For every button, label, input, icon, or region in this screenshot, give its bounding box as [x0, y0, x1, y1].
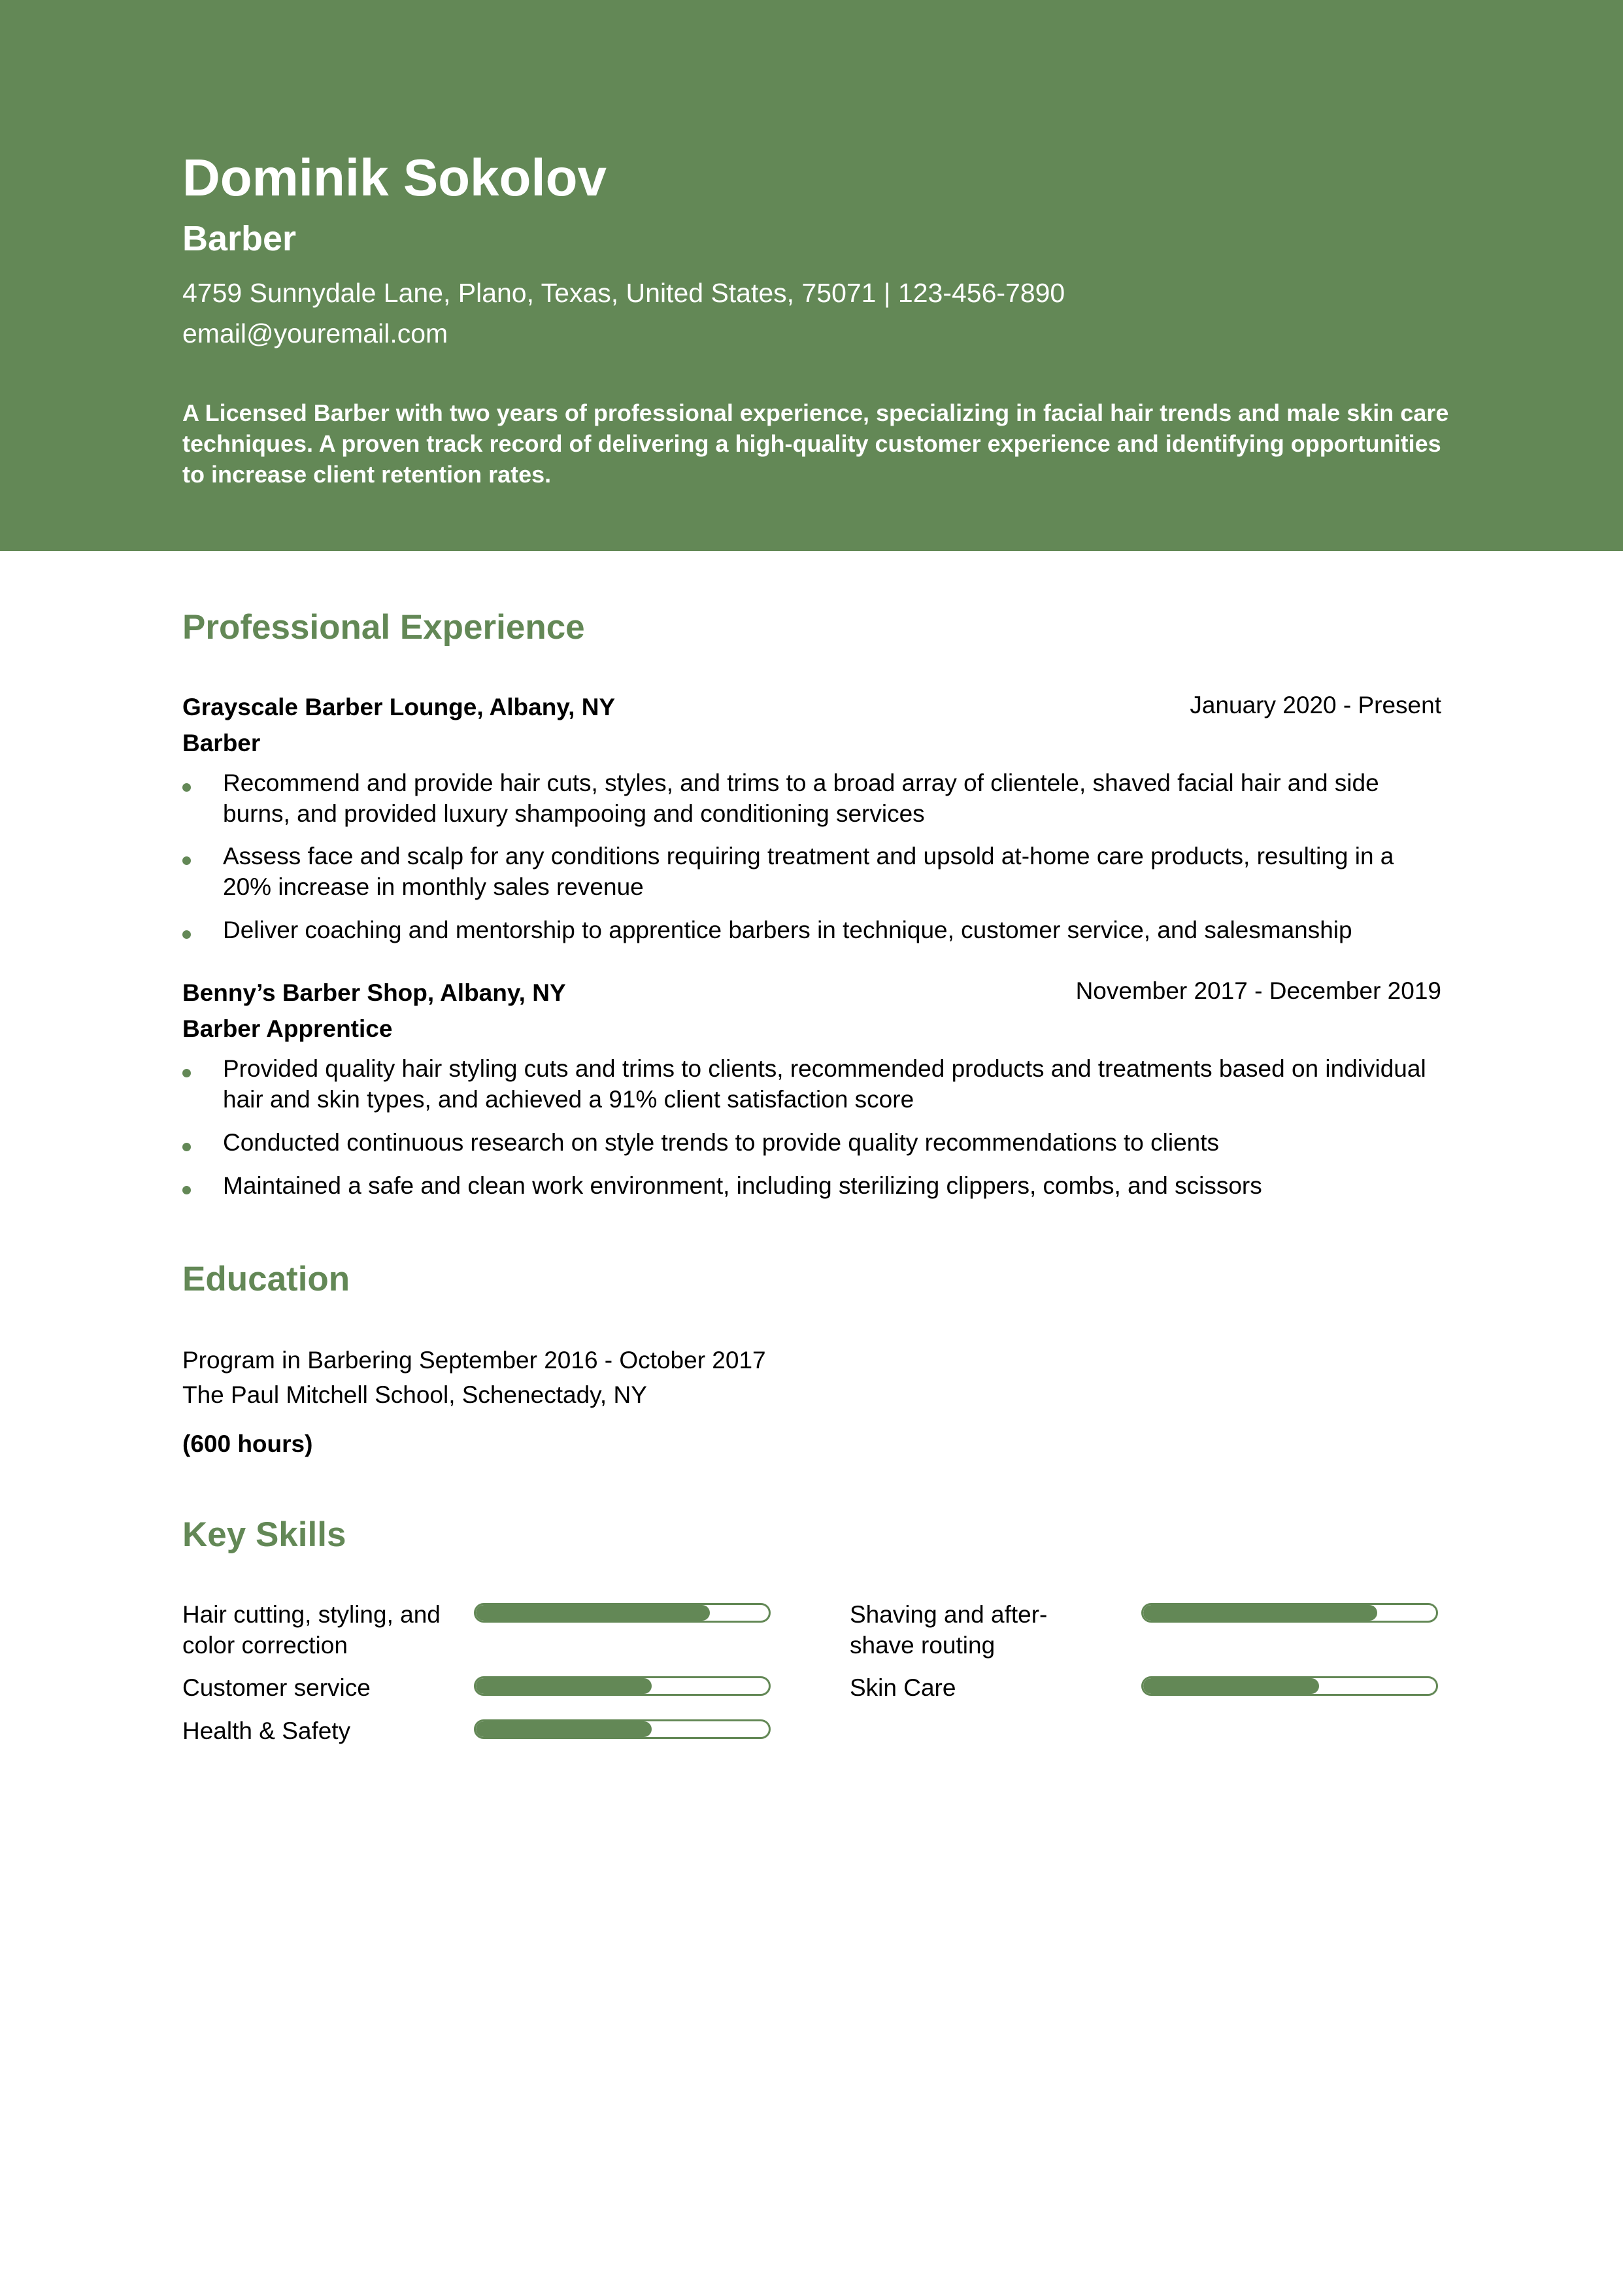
job-role: Barber Apprentice — [182, 1015, 393, 1042]
candidate-name: Dominik Sokolov — [182, 148, 607, 207]
contact-address-phone: 4759 Sunnydale Lane, Plano, Texas, United States, 75071 | 123-456-7890 — [182, 278, 1065, 308]
bullet-dot — [182, 1186, 191, 1194]
education-school: The Paul Mitchell School, Schenectady, NY — [182, 1381, 647, 1408]
job-dates: January 2020 - Present — [1190, 692, 1441, 718]
education-hours: (600 hours) — [182, 1430, 313, 1457]
bullet-dot — [182, 930, 191, 939]
skill-label: Customer service — [182, 1674, 371, 1701]
skill-label: Shaving and after-shave routing — [850, 1601, 1048, 1659]
header-banner — [0, 0, 1623, 551]
skill-bar — [474, 1719, 771, 1739]
job-company: Grayscale Barber Lounge, Albany, NY — [182, 694, 616, 720]
skill-bar — [1141, 1603, 1438, 1623]
skill-bar — [1141, 1676, 1438, 1696]
experience-heading: Professional Experience — [182, 608, 585, 647]
skill-bar-fill — [1143, 1605, 1377, 1621]
list-item-text: Provided quality hair styling cuts and trims to clients, recommended products and treatments based on individual hair and skin types, and achieved a 91% client satisfaction score — [223, 1055, 1426, 1113]
job-dates: November 2017 - December 2019 — [1075, 977, 1441, 1004]
job-title: Barber — [182, 219, 297, 258]
bullet-dot — [182, 783, 191, 792]
job-role: Barber — [182, 730, 261, 756]
job-company: Benny’s Barber Shop, Albany, NY — [182, 979, 566, 1006]
bullet-dot — [182, 1069, 191, 1077]
skill-bar-fill — [476, 1721, 652, 1737]
skill-label: Hair cutting, styling, and color correction — [182, 1601, 441, 1659]
skills-heading: Key Skills — [182, 1515, 346, 1554]
education-heading: Education — [182, 1260, 350, 1298]
professional-summary: A Licensed Barber with two years of professional experience, specializing in facial hair trends and male skin care techniques. A proven track record of delivering a high-quality customer experience and identifying opportunities to increase client retention rates. — [182, 399, 1449, 488]
skill-bar — [474, 1676, 771, 1696]
list-item-text: Assess face and scalp for any conditions requiring treatment and upsold at-home care products, resulting in a 20% increase in monthly sales revenue — [223, 843, 1394, 900]
skill-bar — [474, 1603, 771, 1623]
list-item-text: Recommend and provide hair cuts, styles, and trims to a broad array of clientele, shaved facial hair and side burns, and provided luxury shampooing and conditioning services — [223, 769, 1379, 827]
bullet-dot — [182, 856, 191, 865]
list-item-text: Deliver coaching and mentorship to apprentice barbers in technique, customer service, and salesmanship — [223, 917, 1352, 943]
list-item-text: Conducted continuous research on style trends to provide quality recommendations to clients — [223, 1129, 1220, 1156]
bullet-dot — [182, 1143, 191, 1151]
skill-bar-fill — [476, 1605, 710, 1621]
education-program: Program in Barbering September 2016 - October 2017 — [182, 1347, 766, 1374]
skill-label: Health & Safety — [182, 1717, 351, 1744]
skill-label: Skin Care — [850, 1674, 956, 1701]
skill-bar-fill — [476, 1678, 652, 1694]
skill-bar-fill — [1143, 1678, 1319, 1694]
list-item-text: Maintained a safe and clean work environment, including sterilizing clippers, combs, and scissors — [223, 1172, 1262, 1199]
contact-email: email@youremail.com — [182, 318, 448, 348]
